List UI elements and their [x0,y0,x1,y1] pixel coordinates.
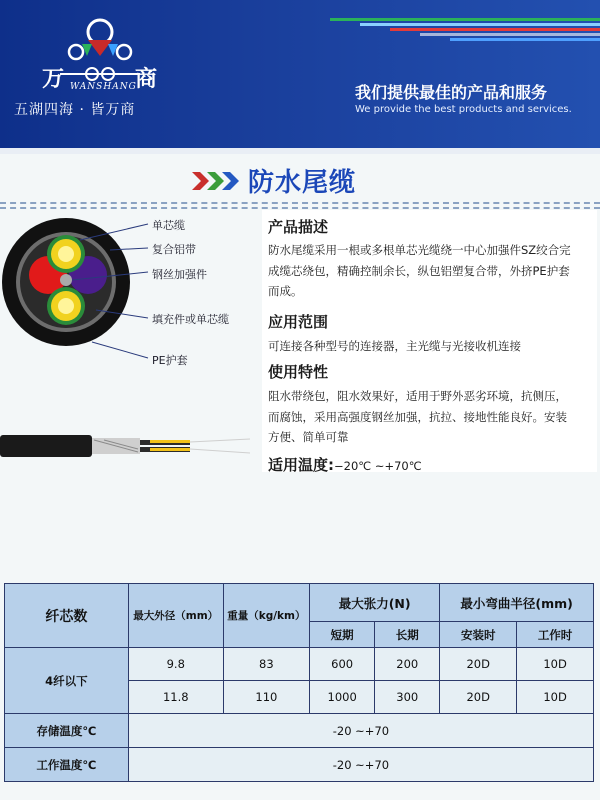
logo-english: WANSHANG [70,82,137,92]
header-short-term: 短期 [310,622,375,648]
row-label-fiber: 4纤以下 [5,648,129,714]
page-title: 防水尾缆 [248,168,357,198]
cell: 200 [375,648,440,681]
description-panel [262,210,597,472]
product-heading: 产品描述 [268,218,329,236]
usage-heading: 应用范围 [268,313,329,331]
storage-temp-value: -20 ~+70 [128,714,593,748]
cell: 83 [223,648,309,681]
cell: 1000 [310,681,375,714]
cell: 110 [223,681,309,714]
callout-aluminum-tape: 复合铝带 [152,243,196,256]
product-line: 成缆芯绕包，精确控制余长，纵包铝塑复合带，外挤PE护套 [268,263,570,278]
steel-strength-member-shape [60,274,72,286]
table-row [5,714,594,748]
cell: 20D [440,648,517,681]
temperature-value: −20℃ ~+70℃ [334,459,422,473]
cell: 11.8 [128,681,223,714]
cell: 10D [517,681,594,714]
cell: 20D [440,681,517,714]
logo-tagline: 五湖四海 · 皆万商 [14,102,136,118]
operating-temp-label: 工作温度℃ [5,748,129,782]
feature-line: 而腐蚀，采用高强度钢丝加强，抗拉、接地性能良好。安装 [268,409,567,424]
callout-filler: 填充件或单芯缆 [152,313,229,326]
logo-char-left: 万 [42,66,65,92]
header-working: 工作时 [517,622,594,648]
title-chevrons-icon [192,168,242,198]
header-max-od: 最大外径（mm） [128,584,223,648]
callout-steel-wire: 钢丝加强件 [152,268,207,281]
operating-temp-value: -20 ~+70 [128,748,593,782]
cell: 600 [310,648,375,681]
slogan-english: We provide the best products and services. [355,104,572,115]
decorative-stripes [330,18,600,44]
cable-cross-section [0,210,260,460]
header-max-tension: 最大张力(N) [310,584,440,622]
header-banner [0,0,600,148]
header-installation: 安装时 [440,622,517,648]
divider [0,207,600,209]
header-min-bend-radius: 最小弯曲半径(mm) [440,584,594,622]
temperature-label: 适用温度: [268,456,334,474]
feature-line: 阻水带绕包，阻水效果好，适用于野外恶劣环境，抗侧压， [268,389,567,403]
slogan-chinese: 我们提供最佳的产品和服务 [355,83,548,102]
storage-temp-label: 存储温度℃ [5,714,129,748]
logo-char-right: 商 [135,66,158,92]
product-line: 而成。 [268,284,303,298]
table-row [5,748,594,782]
callout-single-cable: 单芯缆 [152,219,185,232]
header-long-term: 长期 [375,622,440,648]
divider [0,202,600,204]
header-weight: 重量（kg/km） [223,584,309,648]
feature-line: 方便、简单可靠 [268,430,349,444]
cable-side-view [0,425,260,470]
cell: 9.8 [128,648,223,681]
cell: 10D [517,648,594,681]
table-row [5,648,594,681]
product-text [268,240,571,302]
header-fiber-count: 纤芯数 [5,584,129,648]
usage-text: 可连接各种型号的连接器，主光缆与光接收机连接 [268,339,521,353]
product-line: 防水尾缆采用一根或多根单芯光缆绕一中心加强件SZ绞合完 [268,243,571,257]
callout-pe-sheath: PE护套 [152,354,188,367]
feature-text [268,386,567,448]
spec-table [4,583,594,782]
feature-heading: 使用特性 [268,363,329,381]
cell: 300 [375,681,440,714]
temperature-heading [268,454,422,475]
